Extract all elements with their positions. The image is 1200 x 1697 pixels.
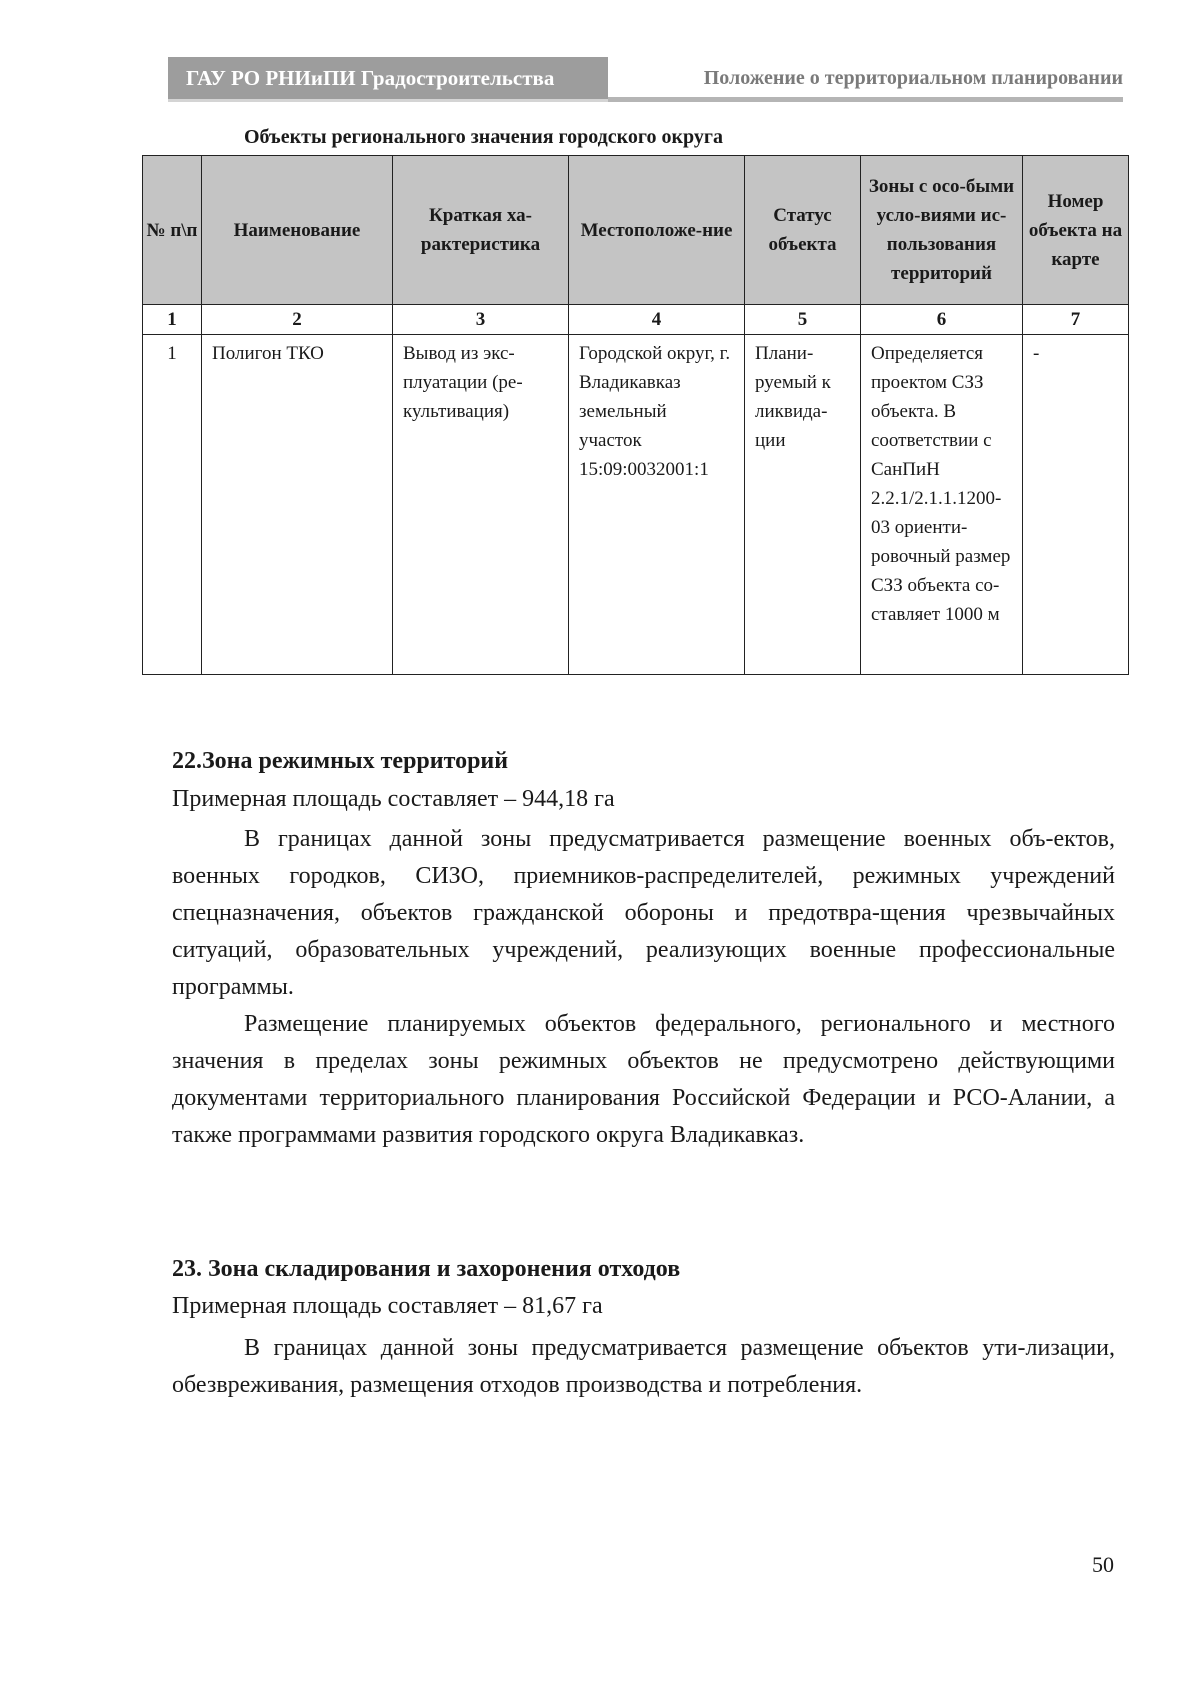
cell-description: Вывод из экс-плуатации (ре-культивация)	[393, 335, 569, 675]
header-organization: ГАУ РО РНИиПИ Градостроительства	[168, 57, 608, 99]
page-header	[168, 57, 1123, 104]
column-number: 6	[861, 305, 1023, 335]
page-number: 50	[1092, 1552, 1114, 1577]
cell-number: 1	[143, 335, 202, 675]
cell-zones: Определяется проектом СЗЗ объекта. В соответствии с СанПиН 2.2.1/2.1.1.1200-03 ориенти-ровочный размер СЗЗ объекта со-ставляет 1000 м	[861, 335, 1023, 675]
cell-location: Городской округ, г. Владикавказ земельный участок 15:09:0032001:1	[569, 335, 745, 675]
header-cell-name: Наименование	[202, 156, 393, 305]
header-cell-location: Местоположе-ние	[569, 156, 745, 305]
header-cell-number: № п\п	[143, 156, 202, 305]
header-document-title: Положение о территориальном планировании	[703, 67, 1123, 89]
column-number: 2	[202, 305, 393, 335]
header-cell-status: Статус объекта	[745, 156, 861, 305]
cell-status: Плани-руемый к ликвида-ции	[745, 335, 861, 675]
header-rule	[608, 97, 1123, 102]
table-header-row	[143, 156, 1129, 305]
column-number: 5	[745, 305, 861, 335]
header-cell-zones: Зоны с осо-быми усло-виями ис-пользования территорий	[861, 156, 1023, 305]
section-22-paragraph-1: В границах данной зоны предусматривается размещение военных объ-ектов, военных городков, СИЗО, приемников-распределителей, режимных учреждений спецназначения, объектов гражданской обороны и предотвра-щения чрезвычайных ситуаций, образовательных учреждений, реализующих военные профессиональные программы.	[172, 826, 1115, 1000]
section-23-area: Примерная площадь составляет – 81,67 га	[172, 1293, 603, 1319]
objects-table	[142, 155, 1129, 675]
section-22-heading: 22.Зона режимных территорий	[172, 748, 509, 774]
section-22-area: Примерная площадь составляет – 944,18 га	[172, 786, 615, 812]
column-number: 1	[143, 305, 202, 335]
header-cell-map-number: Номер объекта на карте	[1023, 156, 1129, 305]
column-number: 3	[393, 305, 569, 335]
cell-map-number: -	[1023, 335, 1129, 675]
table-row	[143, 335, 1129, 675]
column-numbers-row	[143, 305, 1129, 335]
cell-name: Полигон ТКО	[202, 335, 393, 675]
table-caption: Объекты регионального значения городского округа	[244, 126, 723, 148]
column-number: 4	[569, 305, 745, 335]
section-22-paragraph-2: Размещение планируемых объектов федерального, регионального и местного значения в пределах зоны режимных объектов не предусмотрено действующими документами территориального планирования Российской Федерации и РСО-Алании, а также программами развития городского округа Владикавказ.	[172, 1011, 1115, 1148]
section-23-paragraph-1: В границах данной зоны предусматривается размещение объектов ути-лизации, обезвреживания, размещения отходов производства и потребления.	[172, 1335, 1115, 1398]
header-cell-description: Краткая ха-рактеристика	[393, 156, 569, 305]
column-number: 7	[1023, 305, 1129, 335]
header-shade	[168, 99, 608, 102]
section-23-heading: 23. Зона складирования и захоронения отходов	[172, 1256, 681, 1282]
